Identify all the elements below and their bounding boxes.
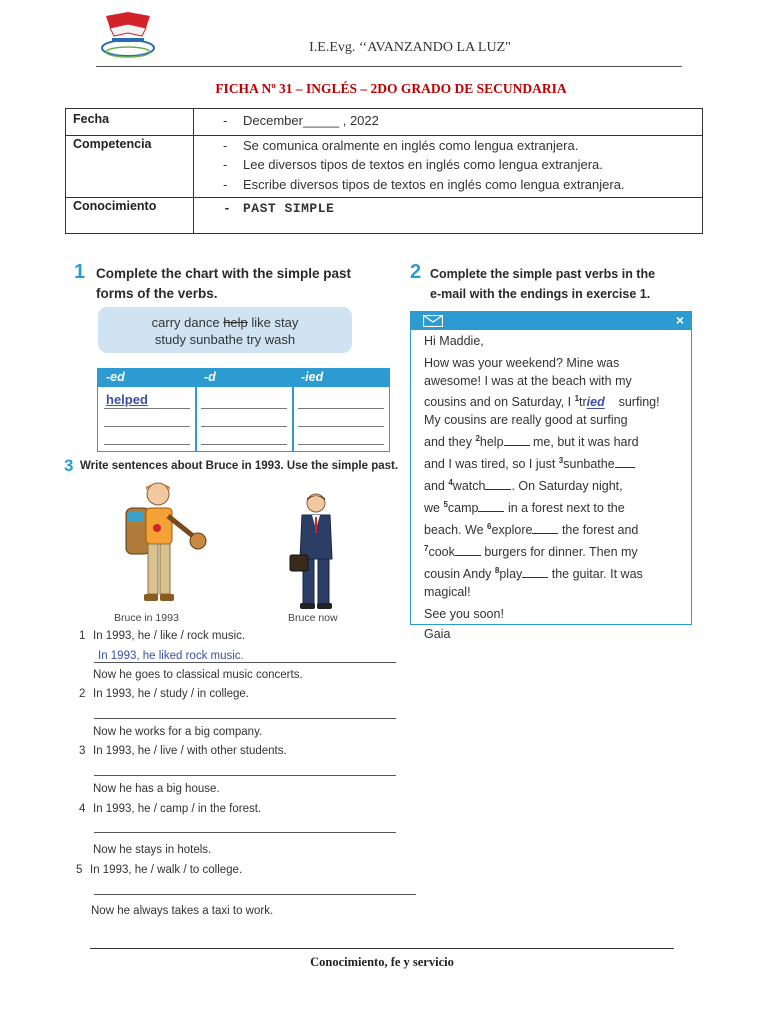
footer-divider: [90, 948, 674, 949]
envelope-icon: [423, 315, 443, 327]
competencia-1: - Se comunica oralmente en inglés como lengua extranjera.: [223, 138, 579, 153]
competencia-3: - Escribe diversos tipos de textos en inglés como lengua extranjera.: [223, 177, 625, 192]
row-fecha: [66, 109, 702, 136]
answer-line-1: [94, 662, 396, 663]
ex3-item-4-prompt: 4 In 1993, he / camp / in the forest.: [79, 803, 262, 815]
ex3-item-3-prompt: 3 In 1993, he / live / with other students.: [79, 745, 287, 757]
ex3-item-3-now: Now he has a big house.: [93, 783, 220, 795]
school-name: I.E.Evg. ‘‘AVANZANDO LA LUZ": [309, 40, 511, 55]
fecha-value: - December_____ , 2022: [223, 113, 379, 128]
ex3-item-5-now: Now he always takes a taxi to work.: [91, 905, 274, 917]
chart-col-ed: -ed: [106, 370, 125, 384]
answer-line-5: [94, 894, 416, 895]
email-example-answer: ied: [586, 395, 605, 410]
email-signoff: See you soon!: [424, 606, 504, 621]
answer-line-3: [94, 775, 396, 776]
row-conocimiento: [66, 198, 702, 235]
ex3-heading: Write sentences about Bruce in 1993. Use the simple past.: [80, 460, 399, 472]
ex1-heading: Complete the chart with the simple past forms of the verbs.: [96, 266, 352, 301]
caption-bruce-1993: Bruce in 1993: [114, 612, 179, 624]
footer-motto: Conocimiento, fe y servicio: [310, 955, 454, 969]
ex2-heading: Complete the simple past verbs in the e-mail with the endings in exercise 1.: [430, 267, 656, 301]
answer-line-4: [94, 832, 396, 833]
verb-chart: [97, 368, 390, 452]
email-name: Gaia: [424, 627, 451, 642]
header-divider: [96, 66, 682, 67]
verb-word-box: carry dance help like stay study sunbathe try wash: [98, 307, 352, 353]
info-table: [65, 108, 703, 234]
struck-word: help: [223, 315, 248, 330]
email-greeting: Hi Maddie,: [424, 334, 484, 348]
ex3-item-1-answer: In 1993, he liked rock music.: [98, 650, 244, 662]
caption-bruce-now: Bruce now: [288, 612, 338, 624]
chart-col-d: -d: [204, 370, 216, 384]
ex3-number: 3: [64, 456, 74, 475]
competencia-2: - Lee diversos tipos de textos en inglés como lengua extranjera.: [223, 157, 603, 172]
bruce-1993-illustration: [112, 478, 212, 610]
row-competencia: [66, 136, 702, 198]
ex3-item-2-now: Now he works for a big company.: [93, 726, 263, 738]
ex3-item-2-prompt: 2 In 1993, he / study / in college.: [79, 688, 249, 700]
answer-line-2: [94, 718, 396, 719]
worksheet-title: FICHA Nº 31 – INGLÉS – 2DO GRADO DE SECUNDARIA: [215, 81, 567, 96]
ex2-number: 2: [410, 261, 422, 283]
close-icon: ×: [675, 312, 684, 328]
chart-col-ied: -ied: [301, 370, 324, 384]
ex1-number: 1: [74, 261, 86, 283]
fecha-label: Fecha: [73, 112, 110, 126]
bruce-now-illustration: [288, 493, 344, 611]
conocimiento-label: Conocimiento: [73, 199, 157, 213]
ex3-item-5-prompt: 5 In 1993, he / walk / to college.: [76, 864, 243, 876]
ex3-item-1-prompt: 1 In 1993, he / like / rock music.: [79, 630, 246, 642]
chart-header: [98, 369, 389, 387]
chart-example-answer: helped: [106, 392, 148, 407]
competencia-label: Competencia: [73, 137, 152, 151]
email-titlebar: [411, 312, 691, 330]
conocimiento-value: - PAST SIMPLE: [223, 201, 335, 216]
email-box: [410, 311, 692, 642]
email-body: Hi Maddie, How was your weekend? Mine was awesome! I was at the beach with my cousins and on Saturday, I $^1$tried surfing! My cousins are really good at surfing and they $^2$help me, but it was hard and I was tired, so I just $^3$sunbathe and $^4$watch . On Saturday night, we $^5$camp in a forest next to the beach. We $^6$explore the forest and $^7$cook burgers for dinner. Then my cousin Andy $^8$play the guitar. It was magical! See you soon! Gaia: [424, 332, 689, 644]
school-logo: [98, 8, 158, 66]
ex3-item-1-now: Now he goes to classical music concerts.: [93, 669, 303, 681]
ex3-item-4-now: Now he stays in hotels.: [93, 844, 212, 856]
